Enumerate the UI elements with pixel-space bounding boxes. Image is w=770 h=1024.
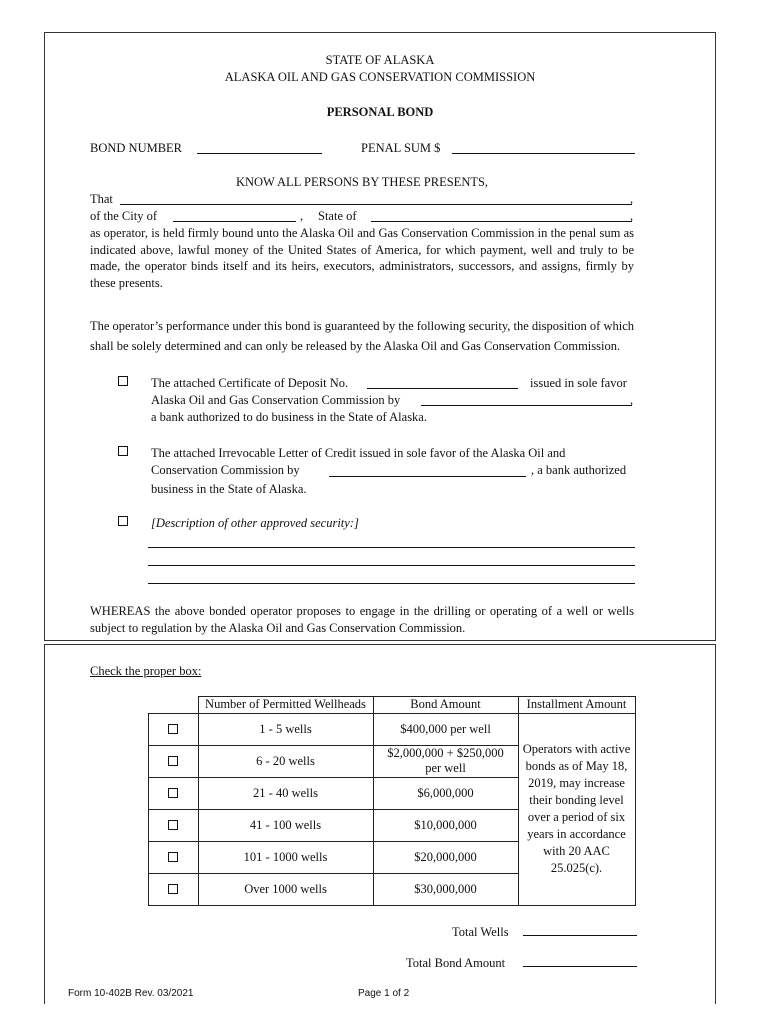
installment-note: Operators with active bonds as of May 18, 2019, may increase their bonding level over a period of six years in accordance with 20 AAC 25.025(c). (518, 713, 635, 905)
amount-cell: $30,000,000 (373, 873, 518, 905)
wells-cell: 101 - 1000 wells (198, 841, 373, 873)
row-checkbox[interactable] (168, 884, 178, 894)
row-checkbox[interactable] (168, 724, 178, 734)
form-number: Form 10-402B Rev. 03/2021 (68, 988, 194, 999)
total-wells-label: Total Wells (452, 925, 509, 939)
header-bond-amount: Bond Amount (373, 697, 518, 714)
comma-1: , (630, 192, 634, 206)
amount-cell: $2,000,000 + $250,000 per well (373, 745, 518, 777)
comma-2: , (300, 209, 304, 223)
loc-bank-authorized: , a bank authorized (531, 463, 627, 477)
amount-cell: $400,000 per well (373, 713, 518, 745)
page-number: Page 1 of 2 (358, 988, 410, 999)
binding-paragraph: as operator, is held firmly bound unto the Alaska Oil and Gas Conservation Commission in the penal sum as indicated above, lawful money of the United States of America, for which payment, well and truly to be made, the operator binds itself and its heirs, executors, administrators, successors, and assigns, firmly by these presents. (90, 226, 634, 290)
wells-cell: 21 - 40 wells (198, 777, 373, 809)
penal-sum-field[interactable] (452, 153, 635, 154)
total-bond-label: Total Bond Amount (406, 956, 506, 970)
loc-label: The attached Irrevocable Letter of Credit issued in sole favor of the Alaska Oil and (151, 446, 566, 460)
amount-cell: $10,000,000 (373, 809, 518, 841)
table-header-row (149, 697, 636, 714)
header-wellheads: Number of Permitted Wellheads (198, 697, 373, 714)
row-checkbox[interactable] (168, 788, 178, 798)
other-security-line-3[interactable] (148, 583, 635, 584)
commission-heading: ALASKA OIL AND GAS CONSERVATION COMMISSION (224, 70, 536, 84)
row-checkbox[interactable] (168, 820, 178, 830)
cd-sole-favor: issued in sole favor (530, 376, 627, 390)
total-wells-field[interactable] (523, 935, 637, 936)
other-security-checkbox[interactable] (118, 516, 128, 526)
operator-name-field[interactable] (120, 204, 632, 205)
wells-cell: 6 - 20 wells (198, 745, 373, 777)
cd-checkbox[interactable] (118, 376, 128, 386)
wells-cell: 1 - 5 wells (198, 713, 373, 745)
bond-number-label: BOND NUMBER (90, 141, 183, 155)
total-bond-field[interactable] (523, 966, 637, 967)
wells-cell: 41 - 100 wells (198, 809, 373, 841)
cd-bank-authorized: a bank authorized to do business in the State of Alaska. (151, 410, 427, 424)
know-all-persons: KNOW ALL PERSONS BY THESE PRESENTS, (235, 175, 489, 189)
cd-bank-field[interactable] (421, 405, 632, 406)
loc-bank-field[interactable] (329, 476, 526, 477)
state-heading: STATE OF ALASKA (325, 53, 435, 67)
other-security-line-1[interactable] (148, 547, 635, 548)
city-field[interactable] (173, 221, 296, 222)
whereas-paragraph: WHEREAS the above bonded operator proposes to engage in the drilling or operating of a well or wells subject to regulation by the Alaska Oil and Gas Conservation Commission. (90, 604, 634, 635)
row-checkbox[interactable] (168, 756, 178, 766)
table-row (149, 713, 636, 745)
loc-commission-by: Conservation Commission by (151, 463, 300, 477)
comma-3: , (630, 209, 634, 223)
city-label: of the City of (90, 209, 158, 223)
state-label: State of (318, 209, 357, 223)
header-installment: Installment Amount (518, 697, 635, 714)
loc-checkbox[interactable] (118, 446, 128, 456)
cd-number-field[interactable] (367, 388, 518, 389)
comma-4: , (630, 393, 634, 407)
other-security-label: [Description of other approved security:] (151, 516, 359, 530)
state-field[interactable] (371, 221, 632, 222)
loc-business: business in the State of Alaska. (151, 482, 307, 496)
cd-commission-by: Alaska Oil and Gas Conservation Commission by (151, 393, 401, 407)
amount-cell: $6,000,000 (373, 777, 518, 809)
check-box-label: Check the proper box: (90, 664, 202, 678)
cd-label: The attached Certificate of Deposit No. (151, 376, 349, 390)
that-label: That (90, 192, 113, 206)
security-paragraph: The operator’s performance under this bond is guaranteed by the following security, the disposition of which shall be solely determined and can only be released by the Alaska Oil and Gas Conservation Commission. (90, 319, 634, 353)
wells-cell: Over 1000 wells (198, 873, 373, 905)
bond-amount-table (148, 696, 636, 906)
page-title: PERSONAL BOND (326, 105, 434, 119)
amount-cell: $20,000,000 (373, 841, 518, 873)
bond-number-field[interactable] (197, 153, 322, 154)
other-security-line-2[interactable] (148, 565, 635, 566)
penal-sum-label: PENAL SUM $ (361, 141, 441, 155)
row-checkbox[interactable] (168, 852, 178, 862)
